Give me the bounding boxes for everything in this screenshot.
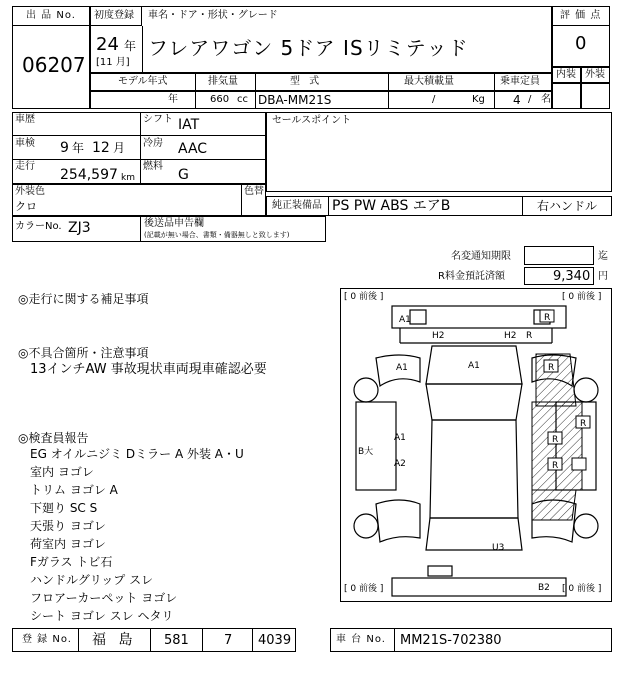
load-value: / <box>432 94 436 105</box>
load-unit: Kg <box>472 94 485 105</box>
driving-notes-heading: ◎走行に関する補足事項 <box>18 292 149 306</box>
right-rear-damage <box>532 490 576 520</box>
name-change-label: 名変通知期限 <box>451 251 511 262</box>
rating-label: 評 価 点 <box>560 10 602 21</box>
reg-kana: 7 <box>224 633 233 648</box>
interior-label: 内装 <box>556 69 576 80</box>
report-line: EG オイルニジミ Dミラー A 外装 A・U <box>30 447 244 461</box>
fuel-value: G <box>178 167 189 183</box>
interior-score <box>552 83 581 109</box>
mark: R <box>526 331 533 341</box>
color-no-value: ZJ3 <box>68 220 91 236</box>
name-change-unit: 迄 <box>598 251 608 262</box>
reg-region: 福 島 <box>92 632 137 648</box>
exterior-label: 外装 <box>585 69 605 80</box>
recycle-value: 9,340 <box>553 269 591 284</box>
steering-value: 右ハンドル <box>537 199 598 213</box>
inspection-year-unit: 年 <box>72 141 85 155</box>
displacement-unit: cc <box>237 94 248 105</box>
lot-number: 06207 <box>22 53 86 77</box>
capacity-value: 4 <box>513 93 521 107</box>
displacement-label: 排気量 <box>208 76 238 87</box>
mark: R <box>552 435 559 445</box>
model-code: DBA-MM21S <box>258 93 332 107</box>
rear-plate <box>428 566 452 576</box>
aftermarket-label: 後送品申告欄 <box>144 218 204 229</box>
mark: A1 <box>468 361 480 371</box>
mileage-value: 254,597 <box>60 167 118 183</box>
report-line: 室内 ヨゴレ <box>30 465 94 479</box>
name-change-value-box <box>524 246 594 265</box>
windshield <box>426 384 522 420</box>
defects-heading: ◎不具合箇所・注意事項 <box>18 346 149 360</box>
color-value: クロ <box>15 200 37 213</box>
shift-label: シフト <box>143 114 173 125</box>
mark: R <box>552 461 559 471</box>
capacity-label: 乗車定員 <box>500 76 540 87</box>
history-label: 車歴 <box>15 114 35 125</box>
mark: R <box>544 313 551 323</box>
ac-value: AAC <box>178 141 208 157</box>
corner-bl: [ 0 前後 ] <box>344 584 384 594</box>
capacity-sep: / <box>528 94 532 105</box>
reg-label: 登 録 No. <box>22 634 72 645</box>
headlamp-left <box>410 310 426 324</box>
corner-br: [ 0 前後 ] <box>562 584 602 594</box>
lot-label: 出 品 No. <box>26 10 76 21</box>
color-no-label: カラーNo. <box>15 221 62 232</box>
type-label: 型 式 <box>290 76 323 87</box>
exterior-score <box>581 83 610 109</box>
model-year-label: モデル年式 <box>118 76 168 87</box>
equipment-label: 純正装備品 <box>272 200 322 211</box>
color-label: 外装色 <box>15 186 45 197</box>
inspection-month-unit: 月 <box>113 141 126 155</box>
year-unit: 年 <box>124 39 137 53</box>
ac-label: 冷房 <box>143 138 163 149</box>
corner-tr: [ 0 前後 ] <box>562 292 602 302</box>
first-reg-month: [11 月] <box>96 57 130 68</box>
rear-glass <box>426 518 522 550</box>
displacement-value: 660 <box>210 94 230 105</box>
recycle-label: R料金預託済額 <box>438 271 505 282</box>
mark: U3 <box>492 543 505 553</box>
inspector-heading: ◎検査員報告 <box>18 431 89 445</box>
sales-point-label: セールスポイント <box>272 115 352 126</box>
first-reg-label: 初度登録 <box>94 10 134 21</box>
mark: H2 <box>504 331 517 341</box>
load-label: 最大積載量 <box>404 76 454 87</box>
report-line: シート ヨゴレ スレ ヘタリ <box>30 609 174 623</box>
capacity-unit: 名 <box>541 94 551 105</box>
mark: B大 <box>358 447 374 457</box>
damage-diagram <box>340 288 612 602</box>
rating-value: 0 <box>575 33 587 54</box>
color-row <box>12 184 266 216</box>
name-label: 車名・ドア・形状・グレード <box>148 10 278 21</box>
mileage-unit: km <box>121 173 135 183</box>
mark: A1 <box>399 315 411 325</box>
report-line: 荷室内 ヨゴレ <box>30 537 106 551</box>
fuel-label: 燃料 <box>143 161 163 172</box>
right-door-damage <box>532 402 582 490</box>
roof <box>430 420 518 518</box>
mark: A1 <box>394 433 406 443</box>
report-line: フロアーカーペット ヨゴレ <box>30 591 178 605</box>
report-line: トリム ヨゴレ A <box>30 483 118 497</box>
mileage-label: 走行 <box>15 161 35 172</box>
first-reg-year: 24 <box>96 34 119 55</box>
left-door-outline <box>356 402 396 490</box>
mark: A2 <box>394 459 406 469</box>
inspection-label: 車検 <box>15 138 35 149</box>
car-name: フレアワゴン 5ドア ISリミテッド <box>148 36 469 60</box>
chassis-label: 車 台 No. <box>336 634 386 645</box>
defects-text: 13インチAW 事故現状車両現車確認必要 <box>30 362 267 377</box>
mark: A1 <box>396 363 408 373</box>
recycle-unit: 円 <box>598 271 608 282</box>
model-year-unit: 年 <box>168 94 178 105</box>
report-line: 下廻り SC S <box>30 501 98 515</box>
aftermarket-note: (記載が無い場合、書類・備器無しと致します) <box>144 231 290 239</box>
report-line: ハンドルグリップ スレ <box>30 573 154 587</box>
reg-number: 4039 <box>258 633 292 648</box>
color-change-label: 色替 <box>244 186 264 197</box>
corner-tl: [ 0 前後 ] <box>344 292 384 302</box>
inspection-year: 9 <box>60 140 69 156</box>
shift-value: IAT <box>178 117 200 133</box>
report-line: 天張り ヨゴレ <box>30 519 106 533</box>
mark: B2 <box>538 583 550 593</box>
equipment-value: PS PW ABS エアB <box>332 198 451 214</box>
chassis-number: MM21S-702380 <box>400 633 502 648</box>
mark: R <box>580 419 587 429</box>
left-rear-quarter <box>376 500 420 542</box>
inspection-month: 12 <box>92 140 110 156</box>
mark: H2 <box>432 331 445 341</box>
mark: R <box>548 363 555 373</box>
reg-class: 581 <box>164 633 189 648</box>
report-line: Fガラス トビ石 <box>30 555 113 569</box>
